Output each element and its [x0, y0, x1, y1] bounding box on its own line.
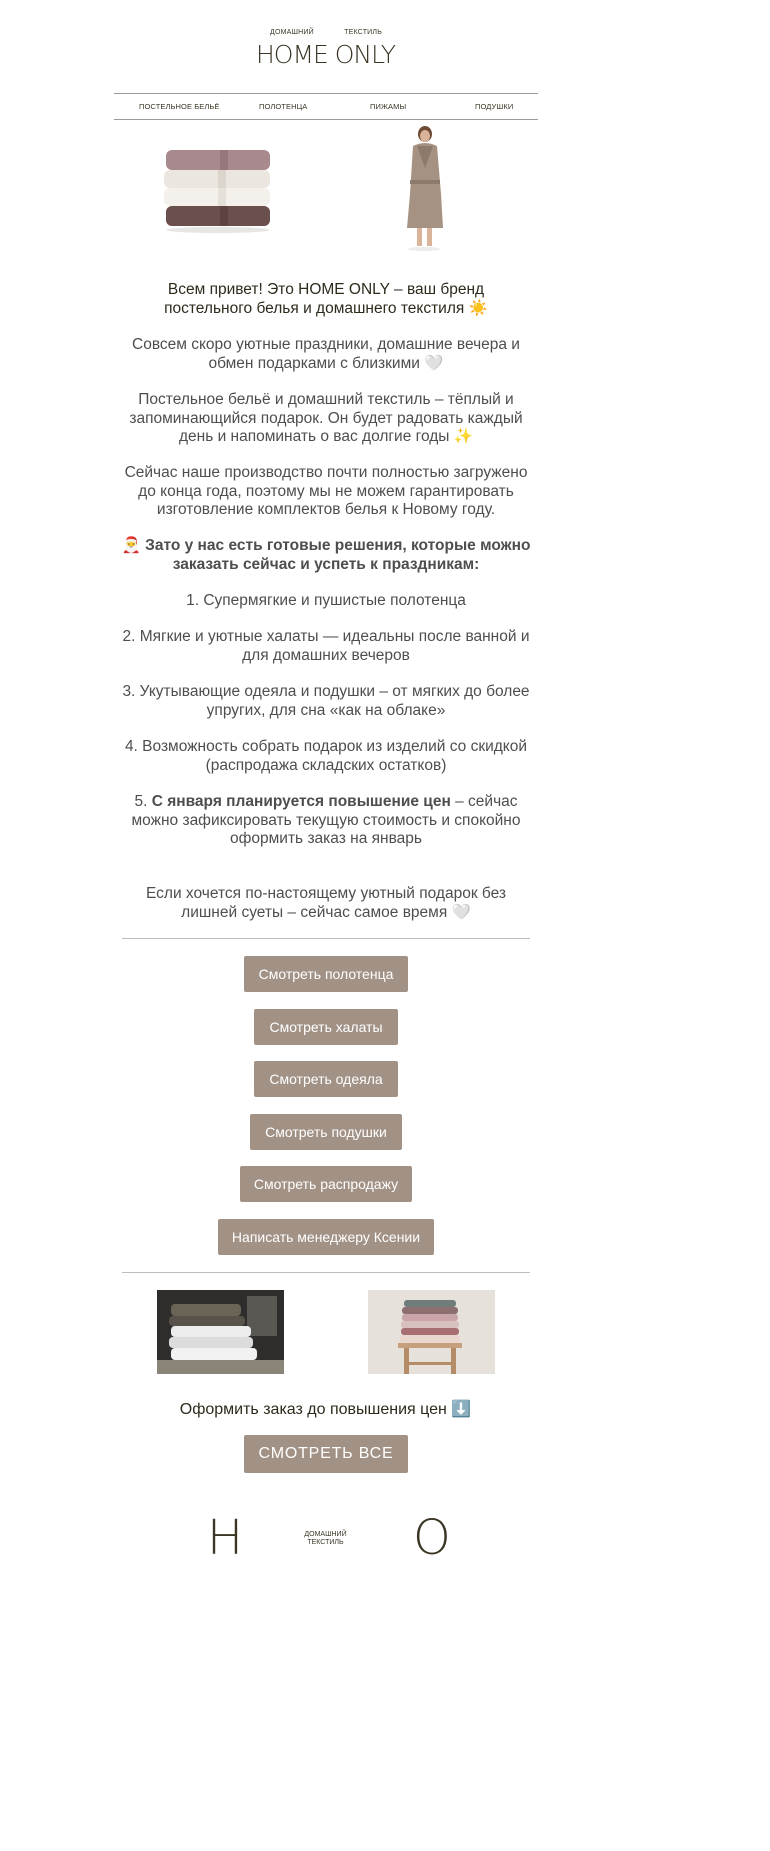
greeting-line-2: постельного белья и домашнего текстиля ☀️	[164, 299, 488, 317]
footer-logo-o: O	[413, 1510, 451, 1566]
nav-item-bedding[interactable]: ПОСТЕЛЬНОЕ БЕЛЬЁ	[139, 102, 220, 111]
view-towels-button[interactable]: Смотреть полотенца	[244, 956, 408, 992]
list-item-towels: 1. Супермягкие и пушистые полотенца	[186, 592, 466, 609]
nav-item-towels[interactable]: ПОЛОТЕНЦА	[259, 102, 308, 111]
order-cta-text: Оформить заказ до повышения цен ⬇️	[179, 1401, 472, 1418]
list-item-robes: 2. Мягкие и уютные халаты — идеальны после ванной и для домашних вечеров	[122, 628, 530, 664]
bathrobe-model-image[interactable]	[393, 124, 455, 252]
list5-prefix: 5.	[134, 793, 152, 810]
divider-top	[122, 938, 530, 939]
view-blankets-button[interactable]: Смотреть одеяла	[254, 1061, 398, 1097]
footer-logo-subtitle	[0, 1531, 651, 1547]
list5-rest: – сейчас можно зафиксировать текущую стоимость и спокойно оформить заказ на январь	[131, 793, 521, 847]
brand-sub-left: ДОМАШНИЙ	[270, 29, 314, 36]
greeting-line-1: Всем привет! Это HOME ONLY – ваш бренд	[167, 281, 485, 298]
greeting-text	[118, 281, 534, 318]
paragraph-production: Сейчас наше производство почти полностью загружено до конца года, поэтому мы не можем гарантировать изготовление комплектов белья к Новому году.	[124, 464, 528, 518]
paragraph-ready-solutions: 🎅 Зато у нас есть готовые решения, которые можно заказать сейчас и успеть к праздникам:	[121, 537, 531, 573]
footer-sub-line-2: ТЕКСТИЛЬ	[307, 1539, 344, 1546]
list5-bold: С января планируется повышение цен	[151, 793, 451, 810]
nav-bar	[114, 93, 538, 120]
towels-stack-image[interactable]	[160, 140, 276, 236]
footer-logo-h: H	[207, 1510, 244, 1566]
paragraph-gift: Постельное бельё и домашний текстиль – тёплый и запоминающийся подарок. Он будет радовать каждый день и напоминать о вас долгие годы ✨	[129, 391, 523, 445]
list-item-price-increase	[118, 793, 534, 849]
colored-towels-stool-image[interactable]	[368, 1290, 495, 1374]
closing-text: Если хочется по-настоящему уютный подарок без лишней суеты – сейчас самое время 🤍	[145, 885, 507, 921]
brand-logo[interactable]	[0, 40, 651, 70]
brand-sub-right: ТЕКСТИЛЬ	[344, 29, 382, 36]
view-sale-button[interactable]: Смотреть распродажу	[240, 1166, 412, 1202]
brand-name: HOME ONLY	[255, 40, 396, 69]
footer-sub-line-1: ДОМАШНИЙ	[304, 1531, 347, 1538]
view-all-button[interactable]: СМОТРЕТЬ ВСЕ	[244, 1435, 408, 1473]
view-robes-button[interactable]: Смотреть халаты	[254, 1009, 398, 1045]
contact-manager-button[interactable]: Написать менеджеру Ксении	[218, 1219, 434, 1255]
view-pillows-button[interactable]: Смотреть подушки	[250, 1114, 402, 1150]
towels-shelf-image[interactable]	[157, 1290, 284, 1374]
nav-item-pajamas[interactable]: ПИЖАМЫ	[370, 102, 407, 111]
brand-subtitle	[270, 29, 382, 36]
list-item-sale: 4. Возможность собрать подарок из изделий со скидкой (распродажа складских остатков)	[124, 738, 528, 774]
paragraph-holidays: Совсем скоро уютные праздники, домашние вечера и обмен подарками с близкими 🤍	[132, 336, 520, 372]
nav-item-pillows[interactable]: ПОДУШКИ	[475, 102, 514, 111]
divider-bottom	[122, 1272, 530, 1273]
list-item-blankets: 3. Укутывающие одеяла и подушки – от мягких до более упругих, для сна «как на облаке»	[122, 683, 530, 719]
